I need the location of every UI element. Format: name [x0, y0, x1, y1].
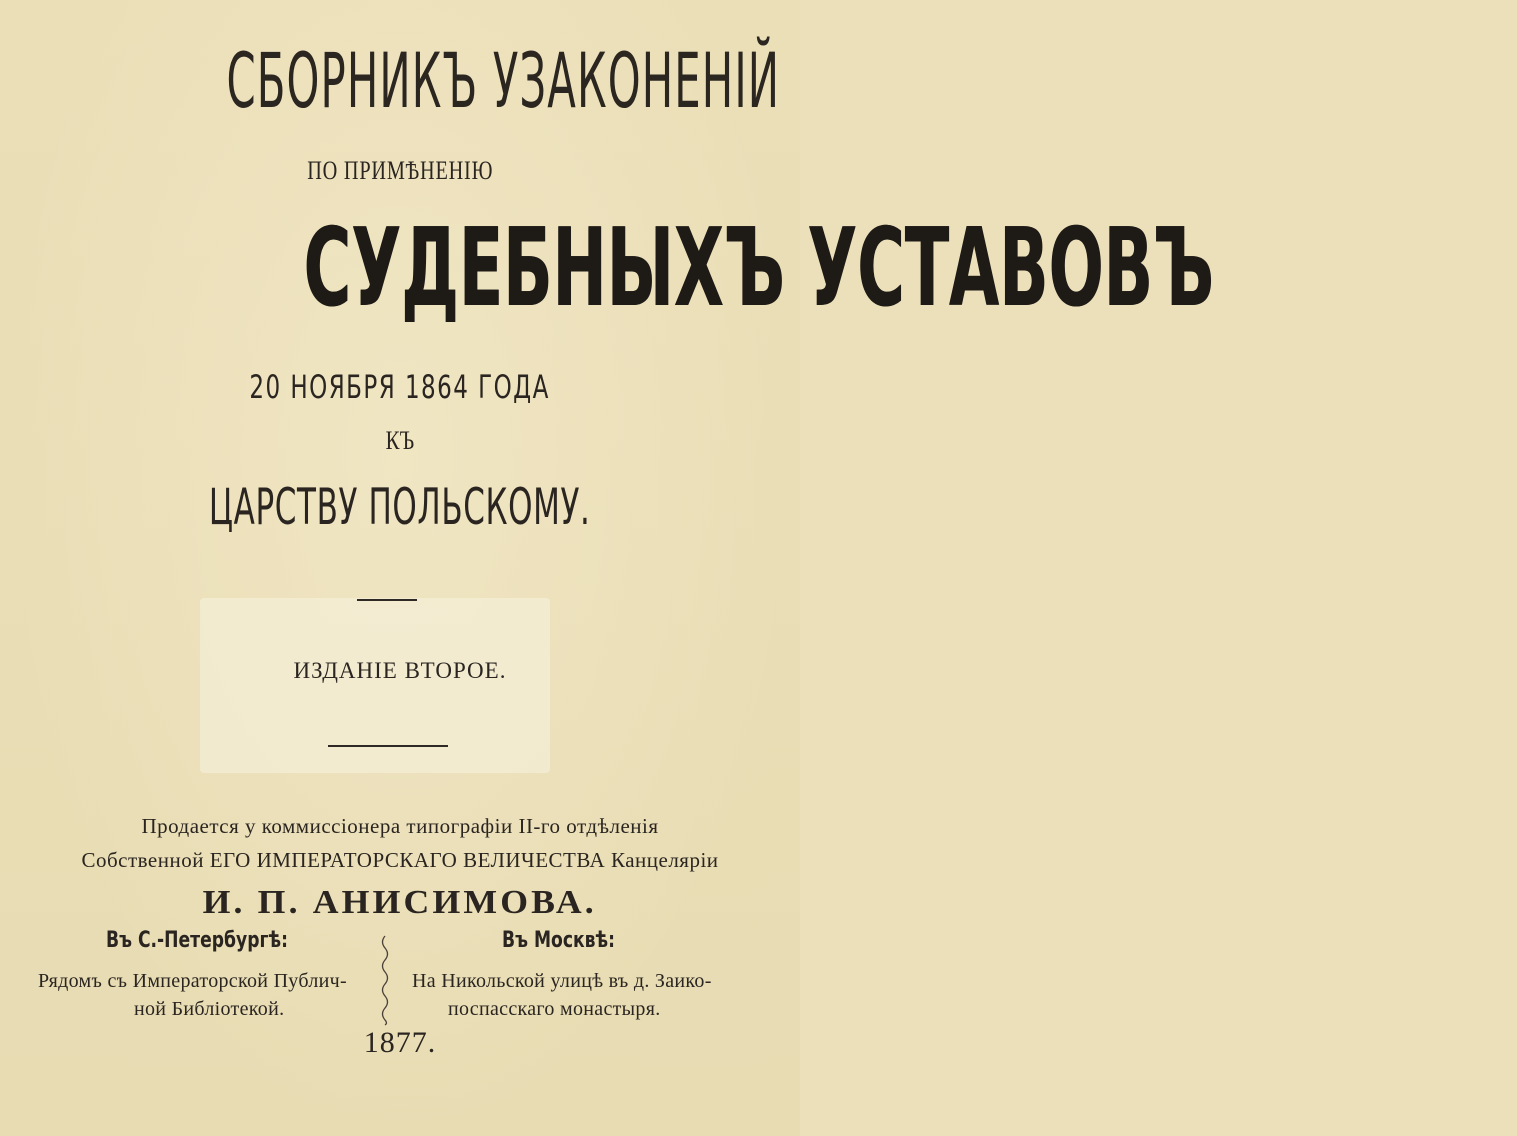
date-line-text: 20 НОЯБРЯ 1864 ГОДА	[249, 368, 551, 406]
divider-bottom	[328, 745, 448, 747]
title-bold-text: СУДЕБНЫХЪ УСТАВОВЪ	[303, 206, 1214, 331]
publisher-name	[0, 884, 800, 922]
date-line	[0, 368, 800, 406]
title-main-text: СБОРНИКЪ УЗАКОНЕНІЙ	[226, 36, 781, 125]
sale-line-2: Собственной ЕГО ИМПЕРАТОРСКАГО ВЕЛИЧЕСТВА Канцеляріи	[81, 848, 719, 872]
publication-year-text: 1877.	[363, 1026, 437, 1059]
divider-top	[357, 599, 417, 601]
address-left-line-2: ной Библіотекой.	[134, 998, 285, 1020]
column-divider-brace	[378, 934, 392, 1026]
publisher-name-text: И. П. АНИСИМОВА.	[202, 884, 598, 921]
preposition	[0, 426, 800, 456]
preposition-text: КЪ	[385, 426, 415, 455]
title-sub-text: ПО ПРИМѢНЕНІЮ	[306, 156, 493, 185]
address-left-line-1: Рядомъ съ Императорской Публич-	[38, 970, 347, 992]
address-right-line-1: На Никольской улицѣ въ д. Заико-	[412, 970, 712, 992]
edition	[0, 658, 800, 684]
publication-year	[0, 1026, 800, 1060]
title-main	[0, 36, 800, 125]
sale-line-1: Продается у коммиссіонера типографіи II-го отдѣленія	[141, 814, 659, 838]
city-st-petersburg: Въ С.-Петербургѣ:	[106, 928, 288, 953]
title-sub	[0, 156, 800, 186]
edition-text: ИЗДАНІЕ ВТОРОЕ.	[293, 658, 507, 683]
city-moscow: Въ Москвѣ:	[502, 928, 615, 953]
address-right-line-2: поспасскаго монастыря.	[448, 998, 661, 1020]
title-bold	[0, 206, 1214, 331]
region-title	[0, 478, 800, 536]
region-title-text: ЦАРСТВУ ПОЛЬСКОМУ.	[209, 478, 591, 536]
